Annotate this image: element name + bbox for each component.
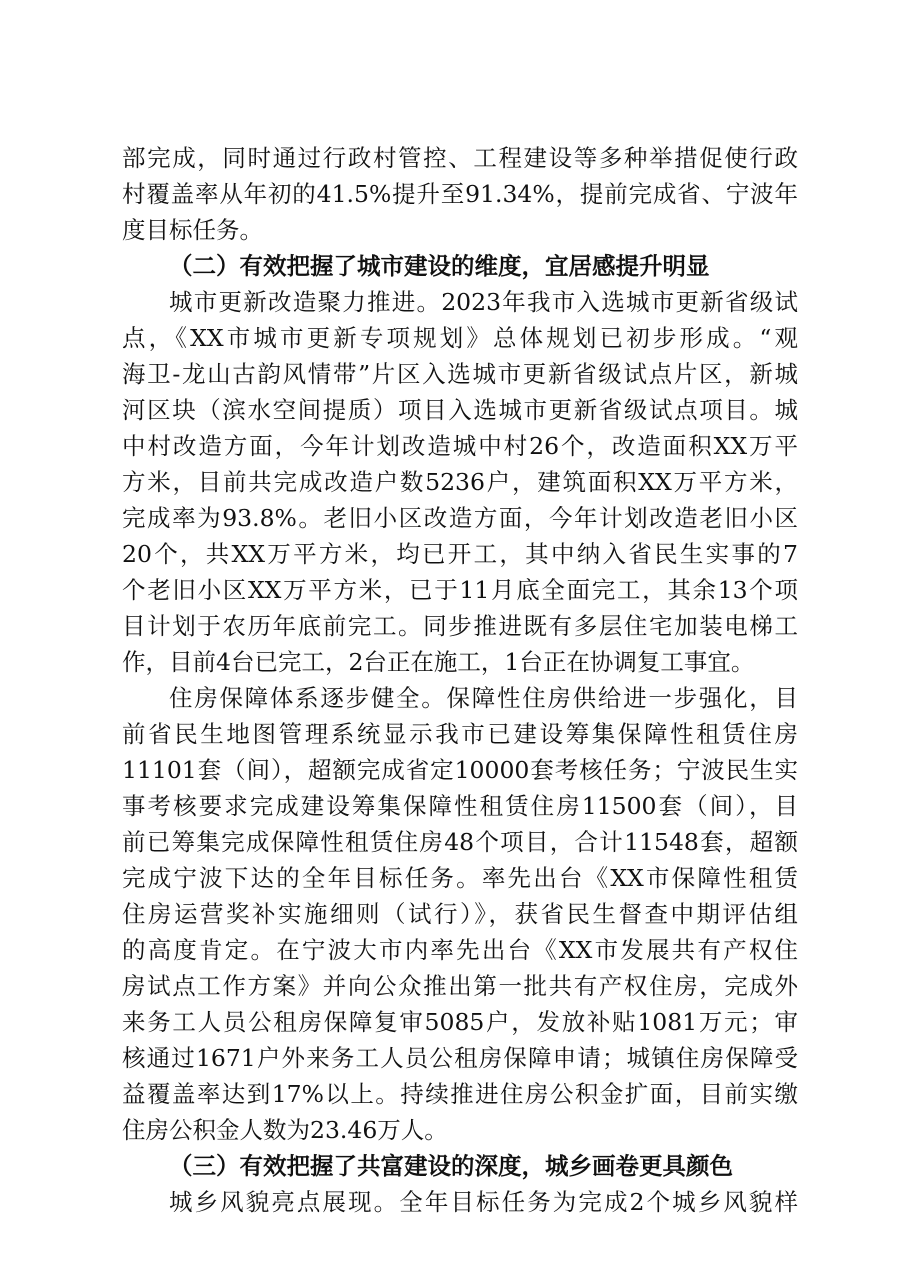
paragraph-line: 海卫-龙山古韵风情带”片区入选城市更新省级试点片区，新城 [122, 360, 798, 388]
paragraph-line: 城乡风貌亮点展现。全年目标任务为完成2个城乡风貌样 [169, 1188, 798, 1216]
paragraph-line: 度目标任务。 [122, 216, 263, 244]
paragraph-line: 的高度肯定。在宁波大市内率先出台《XX市发展共有产权住 [122, 936, 798, 964]
paragraph-line: 前省民生地图管理系统显示我市已建设筹集保障性租赁住房 [122, 720, 798, 748]
paragraph-line: 河区块（滨水空间提质）项目入选城市更新省级试点项目。城 [122, 396, 798, 424]
section-heading-3: （三）有效把握了共富建设的深度，城乡画卷更具颜色 [169, 1152, 733, 1180]
paragraph-line: 11101套（间），超额完成省定10000套考核任务；宁波民生实 [122, 756, 798, 784]
paragraph-line: 完成率为93.8%。老旧小区改造方面，今年计划改造老旧小区 [122, 504, 798, 532]
paragraph-line: 城市更新改造聚力推进。2023年我市入选城市更新省级试 [169, 288, 798, 316]
paragraph-line: 完成宁波下达的全年目标任务。率先出台《XX市保障性租赁 [122, 864, 798, 892]
paragraph-line: 住房公积金人数为23.46万人。 [122, 1116, 448, 1144]
paragraph-line: 部完成，同时通过行政村管控、工程建设等多种举措促使行政 [122, 144, 798, 172]
paragraph-line: 前已筹集完成保障性租赁住房48个项目，合计11548套，超额 [122, 828, 798, 856]
paragraph-line: 来务工人员公租房保障复审5085户，发放补贴1081万元；审 [122, 1008, 798, 1036]
paragraph-line: 住房运营奖补实施细则（试行）》，获省民生督查中期评估组 [122, 900, 798, 928]
paragraph-line: 村覆盖率从年初的41.5%提升至91.34%，提前完成省、宁波年 [122, 180, 798, 208]
paragraph-line: 核通过1671户外来务工人员公租房保障申请；城镇住房保障受 [122, 1044, 798, 1072]
paragraph-line: 住房保障体系逐步健全。保障性住房供给进一步强化，目 [169, 684, 798, 712]
paragraph-line: 点，《XX市城市更新专项规划》总体规划已初步形成。“观 [122, 324, 798, 352]
paragraph-line: 作，目前4台已完工，2台正在施工，1台正在协调复工事宜。 [122, 648, 755, 676]
paragraph-line: 中村改造方面，今年计划改造城中村26个，改造面积XX万平 [122, 432, 798, 460]
paragraph-line: 房试点工作方案》并向公众推出第一批共有产权住房，完成外 [122, 972, 798, 1000]
paragraph-line: 益覆盖率达到17%以上。持续推进住房公积金扩面，目前实缴 [122, 1080, 798, 1108]
paragraph-line: 事考核要求完成建设筹集保障性租赁住房11500套（间），目 [122, 792, 798, 820]
paragraph-line: 个老旧小区XX万平方米，已于11月底全面完工，其余13个项 [122, 576, 798, 604]
document-body [122, 140, 798, 1220]
paragraph-line: 方米，目前共完成改造户数5236户，建筑面积XX万平方米， [122, 468, 798, 496]
paragraph-line: 目计划于农历年底前完工。同步推进既有多层住宅加装电梯工 [122, 612, 798, 640]
section-heading-2: （二）有效把握了城市建设的维度，宜居感提升明显 [169, 252, 710, 280]
paragraph-line: 20个，共XX万平方米，均已开工，其中纳入省民生实事的7 [122, 540, 798, 568]
